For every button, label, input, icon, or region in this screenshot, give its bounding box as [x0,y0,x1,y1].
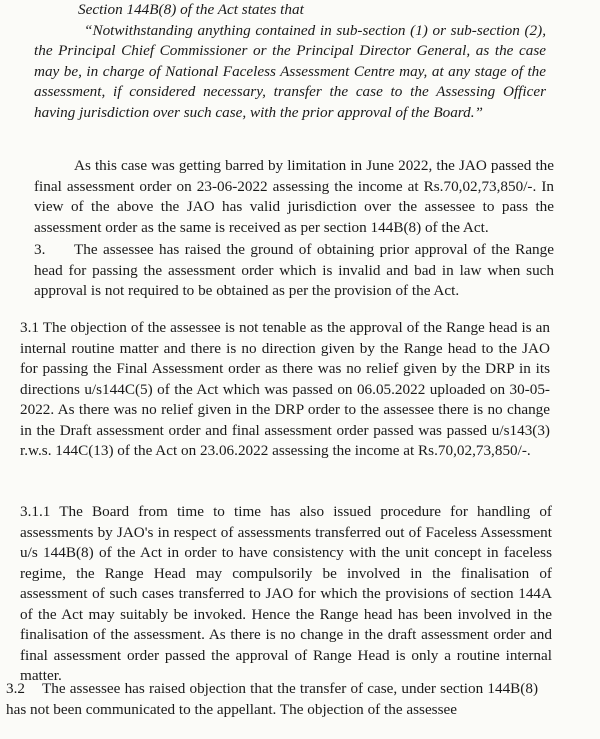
statutory-quote [34,0,546,123]
paragraph-jurisdiction [34,156,554,238]
paragraph-number: 3.2 [6,680,25,697]
paragraph-text: 3.1.1 The Board from time to time has also issued procedure for handling of assessments by JAO's in respect of assessments transferred out of Faceless Assessment u/s 144B(8) of the Act in order to have consistency with the unit concept in faceless regime, the Range Head may compulsorily be involved in the finalisation of assessment of such cases transferred to JAO for which the provisions of section 144A of the Act may suitably be invoked. Hence the Range head has been involved in the finalisation of the assessment. As there is no change in the draft assessment order and final assessment order passed the approval of Range Head is only a routine internal matter. [20,503,552,684]
paragraph-text: 3.1 The objection of the assessee is not tenable as the approval of the Range head is an internal routine matter and there is no direction given by the Range head to the JAO for passing the Final Assessment order as there was no relief given by the DRP in its directions u/s144C(5) of the Act which was passed on 06.05.2022 uploaded on 30-05-2022. As there was no relief given in the DRP order to the assessee there is no change in the Draft assessment order and final assessment order passed was passed u/s143(3) r.w.s. 144C(13) of the Act on 23.06.2022 assessing the income at Rs.70,02,73,850/-. [20,319,550,459]
paragraph-3 [34,240,554,302]
paragraph-text: The assessee has raised objection that the transfer of case, under section 144B(8) has not been communicated to the appellant. The objection of the assessee [6,680,538,718]
paragraph-3-1-1 [20,502,552,687]
paragraph-text: As this case was getting barred by limitation in June 2022, the JAO passed the final assessment order on 23-06-2022 assessing the income at Rs.70,02,73,850/-. In view of the above the JAO has valid jurisdiction over the assessee to pass the assessment order as the same is received as per section 144B(8) of the Act. [34,157,554,236]
paragraph-3-1 [20,318,550,462]
paragraph-3-2 [6,679,538,720]
paragraph-number: 3. [34,241,46,258]
quote-body: “Notwithstanding anything contained in sub-section (1) or sub-section (2), the Principal Chief Commissioner or the Principal Director General, as the case may be, in charge of National Faceless Assessment Centre may, at any stage of the assessment, if considered necessary, transfer the case to the Assessing Officer having jurisdiction over such case, with the prior approval of the Board.” [34,21,546,121]
quote-heading: Section 144B(8) of the Act states that [78,1,304,18]
paragraph-text: The assessee has raised the ground of obtaining prior approval of the Range head for passing the assessment order which is invalid and bad in law when such approval is not required to be obtained as per the provision of the Act. [34,241,554,299]
